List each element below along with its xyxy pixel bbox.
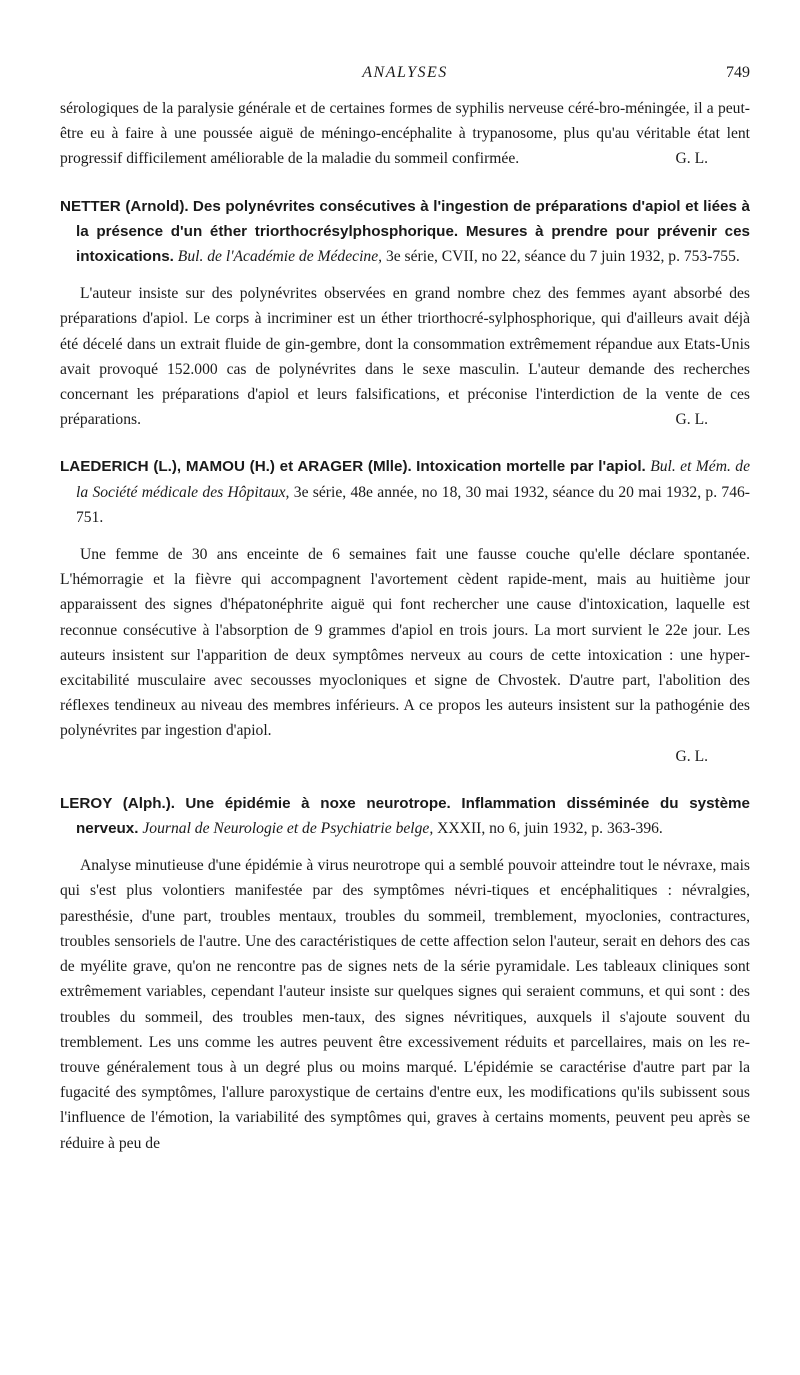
entry-body	[60, 853, 750, 1155]
entry-signature: G. L.	[675, 747, 708, 765]
intro-section	[60, 96, 750, 172]
entry-journal: Bul. de l'Académie de Médecine,	[177, 248, 383, 266]
intro-signature: G. L.	[675, 150, 708, 168]
page-number: 749	[726, 64, 750, 81]
entry-journal: Bul. et Mém. de la Société médicale des Hôpitaux,	[76, 458, 750, 501]
entry-body	[60, 542, 750, 744]
entry-heading	[60, 454, 750, 530]
intro-paragraph	[60, 96, 750, 172]
entry-title: Intoxication mortelle par l'apiol.	[416, 458, 646, 476]
entry-title: Des polynévrites consécutives à l'ingestion de préparations d'apiol et liées à la présence d'un éther triorthocrésylphosphorique. Mesures à prendre pour prévenir ces intoxications.	[76, 197, 750, 266]
entry-body-text: L'auteur insiste sur des polynévrites observées en grand nombre chez des femmes ayant absorbé des préparations d'apiol. Le corps à incriminer est un éther triorthocré-sylphosphorique, qui d'ailleurs avait déjà été décelé dans un extrait fluide de gin-gembre, dont la consommation extrêmement répandue aux Etats-Unis avait provoqué 152.000 cas de polynévrites dans le sexe masculin. L'auteur demande des recherches concernant les préparations d'apiol et leurs falsifications, et préconise l'interdiction de la vente de ces préparations.	[60, 285, 750, 429]
entry-authors: LAEDERICH (L.), MAMOU (H.) et ARAGER (Mlle).	[60, 458, 412, 476]
abstract-entry	[60, 454, 750, 768]
running-head	[60, 58, 750, 92]
entry-body-text: Une femme de 30 ans enceinte de 6 semaines fait une fausse couche qu'elle déclare spontanée. L'hémorragie et la fièvre qui accompagnent l'avortement cèdent rapide-ment, mais au huitième jour apparaissent des signes d'hépatonéphrite aiguë qui font rechercher une cause d'intoxication, laquelle est reconnue consécutive à l'absorption de 9 grammes d'apiol en trois jours. La mort survient le 22e jour. Les auteurs insistent sur l'apparition de deux symptômes nerveux au cours de cette intoxication : une hyper-excitabilité musculaire avec secousses myocloniques et signe de Chvostek. D'autre part, l'abolition des réflexes tendineux au niveau des membres inférieurs. A ce propos les auteurs insistent sur la pathogénie des polynévrites par ingestion d'apiol.	[60, 546, 750, 740]
entry-heading	[60, 194, 750, 270]
entry-signature: G. L.	[675, 411, 708, 429]
entry-body-text: Analyse minutieuse d'une épidémie à virus neurotrope qui a semblé pouvoir atteindre tout le névraxe, mais qui s'est plus volontiers manifestée par des symptômes névri-tiques et encéphalitiques : névralgies, paresthésie, d'une part, troubles mentaux, troubles du sommeil, tremblement, myoclonies, contractures, troubles sensoriels de l'autre. Une des caractéristiques de cette affection selon l'auteur, serait en dehors des cas de myélite grave, qu'on ne rencontre pas de signes nets de la série pyramidale. Les tableaux cliniques sont extrêmement variables, cependant l'auteur insiste sur quelques signes qui seraient communs, et qui sont : des troubles du sommeil, des troubles men-taux, des signes névritiques, auxquels il s'ajoute souvent du tremblement. Les uns comme les autres peuvent être excessivement réduits et parcellaires, mais on les re-trouve généralement tous à un degré plus ou moins marqué. L'épidémie se caractérise d'autre part par la fugacité des symptômes, l'allure paroxystique de certains d'entre eux, les modifications qu'ils subissent sous l'influence de l'émotion, la variabilité des symptômes qui, graves à certains moments, peuvent peu après se réduire à peu de	[60, 857, 750, 1152]
entry-citation: 3e série, 48e année, no 18, 30 mai 1932, séance du 20 mai 1932, p. 746-751.	[76, 483, 751, 526]
entry-citation: XXXII, no 6, juin 1932, p. 363-396.	[437, 820, 663, 838]
running-title: ANALYSES	[362, 64, 448, 81]
entry-journal: Journal de Neurologie et de Psychiatrie belge,	[142, 820, 434, 838]
entry-authors: NETTER (Arnold).	[60, 197, 189, 215]
abstract-entry	[60, 791, 750, 1156]
entry-body	[60, 281, 750, 432]
journal-page	[60, 58, 750, 1156]
abstract-entry	[60, 194, 750, 433]
entry-authors: LEROY (Alph.).	[60, 794, 175, 812]
intro-text: sérologiques de la paralysie générale et de certaines formes de syphilis nerveuse céré-bro-méningée, il a peut-être eu à faire à une poussée aiguë de méningo-encéphalite à trypanosome, plus qu'au véritable état lent progressif difficilement améliorable de la maladie du sommeil confirmée.	[60, 100, 750, 168]
entry-title: Une épidémie à noxe neurotrope. Inflammation disséminée du système nerveux.	[76, 794, 750, 838]
entry-citation: 3e série, CVII, no 22, séance du 7 juin 1932, p. 753-755.	[385, 248, 740, 266]
entry-heading	[60, 791, 750, 841]
